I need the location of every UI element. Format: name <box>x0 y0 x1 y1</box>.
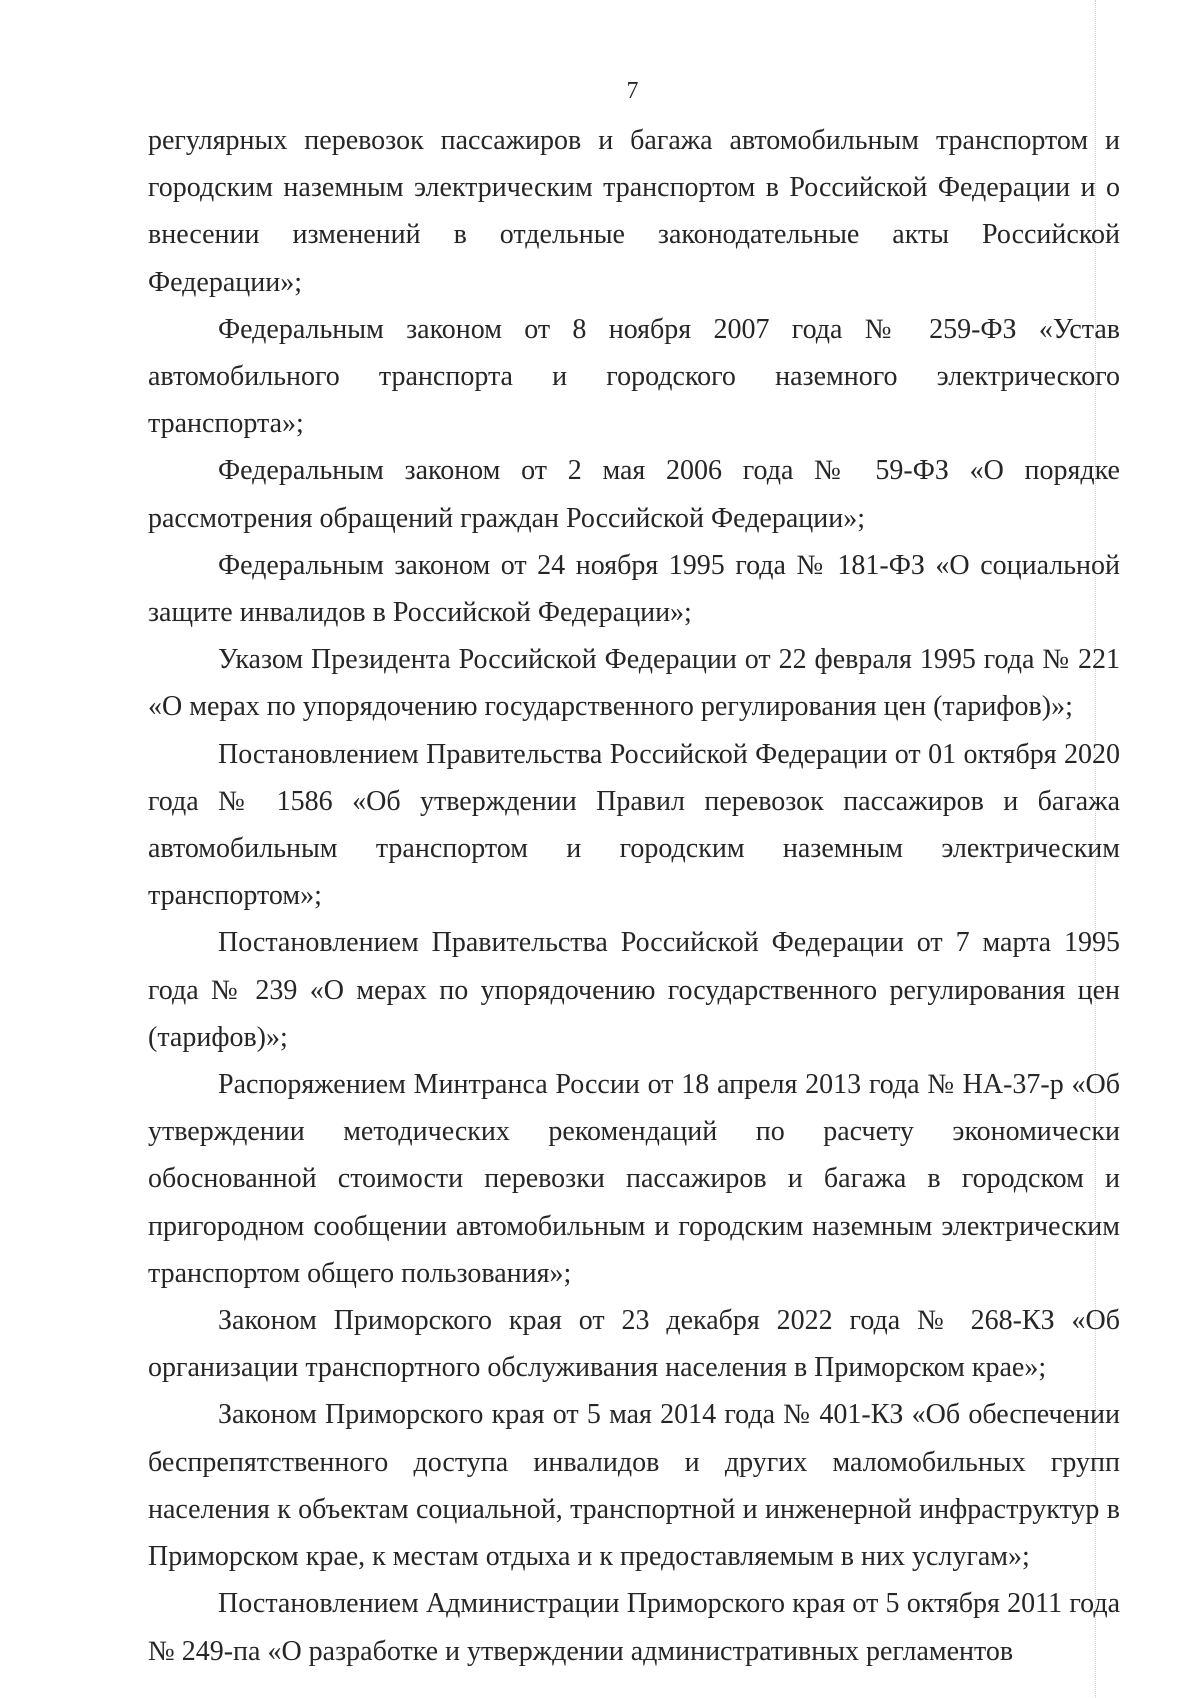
paragraph-resolution-239: Постановлением Правительства Российской Федерации от 7 марта 1995 года № 239 «О мерах по упорядочению государственного регулирования цен (тарифов)»; <box>148 927 1120 1053</box>
paragraph-law-181-fz: Федеральным законом от 24 ноября 1995 года № 181-ФЗ «О социальной защите инвалидов в Российской Федерации»; <box>148 549 1120 629</box>
paragraph-resolution-1586: Постановлением Правительства Российской Федерации от 01 октября 2020 года № 1586 «Об утверждении Правил перевозок пассажиров и багажа автомобильным транспортом и городским наземным электрическим транспортом»; <box>148 738 1120 912</box>
paragraph-law-259-fz: Федеральным законом от 8 ноября 2007 года № 259-ФЗ «Устав автомобильного транспорта и городского наземного электрического транспорта»; <box>148 313 1120 440</box>
document-body <box>148 117 1120 1675</box>
paragraph-decree-221: Указом Президента Российской Федерации от 22 февраля 1995 года № 221 «О мерах по упорядочению государственного регулирования цен (тарифов)»; <box>148 644 1120 723</box>
page-number: 7 <box>626 78 639 104</box>
paragraph-order-na-37-r: Распоряжением Минтранса России от 18 апреля 2013 года № НА-37-р «Об утверждении методических рекомендаций по расчету экономически обоснованной стоимости перевозки пассажиров и багажа в городском и пригородном сообщении автомобильным и городским наземным электрическим транспортом общего пользования»; <box>148 1069 1120 1289</box>
paragraph-law-401-kz: Законом Приморского края от 5 мая 2014 года № 401-КЗ «Об обеспечении беспрепятственного доступа инвалидов и других маломобильных групп населения к объектам социальной, транспортной и инженерной инфраструктур в Приморском крае, к местам отдыха и к предоставляемым в них услугам»; <box>148 1399 1120 1573</box>
paragraph-resolution-249-pa: Постановлением Администрации Приморского края от 5 октября 2011 года № 249-па «О разработке и утверждении административных регламентов <box>148 1588 1120 1667</box>
paragraph-law-59-fz: Федеральным законом от 2 мая 2006 года № 59-ФЗ «О порядке рассмотрения обращений граждан Российской Федерации»; <box>148 455 1120 534</box>
paragraph-law-268-kz: Законом Приморского края от 23 декабря 2022 года № 268-КЗ «Об организации транспортного обслуживания населения в Приморском крае»; <box>148 1305 1120 1384</box>
paragraph-continuation: регулярных перевозок пассажиров и багажа автомобильным транспортом и городским наземным электрическим транспортом в Российской Федерации и о внесении изменений в отдельные законодательные акты Российской Федерации»; <box>148 125 1120 298</box>
